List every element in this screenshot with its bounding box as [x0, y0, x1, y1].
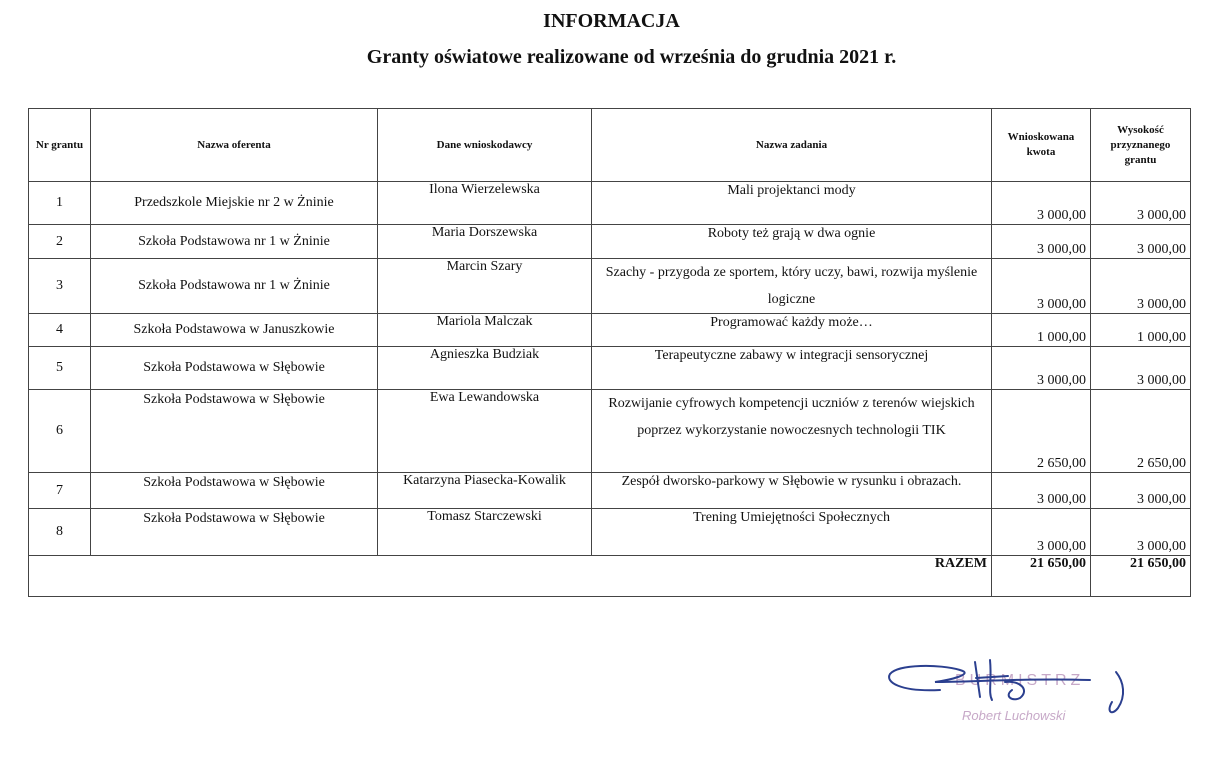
- cell-task: Trening Umiejętności Społecznych: [592, 509, 992, 556]
- cell-org: Szkoła Podstawowa w Słębowie: [91, 509, 378, 556]
- cell-org: Szkoła Podstawowa nr 1 w Żninie: [91, 259, 378, 314]
- cell-requested: 3 000,00: [992, 182, 1091, 225]
- cell-granted: 3 000,00: [1091, 509, 1191, 556]
- cell-applicant: Agnieszka Budziak: [378, 347, 592, 390]
- table-row: [29, 259, 1191, 314]
- signature-icon: [880, 652, 1150, 732]
- cell-task: Terapeutyczne zabawy w integracji sensorycznej: [592, 347, 992, 390]
- table-row: [29, 509, 1191, 556]
- total-row: [29, 556, 1191, 597]
- cell-nr: 7: [29, 473, 91, 509]
- cell-requested: 1 000,00: [992, 314, 1091, 347]
- cell-applicant: Katarzyna Piasecka-Kowalik: [378, 473, 592, 509]
- cell-org: Szkoła Podstawowa w Słębowie: [91, 473, 378, 509]
- cell-granted: 2 650,00: [1091, 390, 1191, 473]
- cell-task: Programować każdy może…: [592, 314, 992, 347]
- cell-nr: 8: [29, 509, 91, 556]
- cell-requested: 3 000,00: [992, 347, 1091, 390]
- cell-applicant: Tomasz Starczewski: [378, 509, 592, 556]
- table-row: [29, 182, 1191, 225]
- table-row: [29, 314, 1191, 347]
- cell-requested: 3 000,00: [992, 473, 1091, 509]
- cell-nr: 6: [29, 390, 91, 473]
- cell-granted: 1 000,00: [1091, 314, 1191, 347]
- document-subtitle: Granty oświatowe realizowane od września do grudnia 2021 r.: [366, 46, 897, 68]
- cell-org: Przedszkole Miejskie nr 2 w Żninie: [91, 182, 378, 225]
- header-applicant: Dane wnioskodawcy: [378, 109, 592, 182]
- cell-org: Szkoła Podstawowa w Słębowie: [91, 390, 378, 473]
- cell-requested: 3 000,00: [992, 225, 1091, 259]
- table-row: [29, 347, 1191, 390]
- cell-task: Rozwijanie cyfrowych kompetencji uczniów z terenów wiejskich poprzez wykorzystanie nowoczesnych technologii TIK: [592, 390, 992, 473]
- total-requested: 21 650,00: [992, 556, 1091, 597]
- cell-nr: 2: [29, 225, 91, 259]
- grants-table: [28, 108, 1191, 597]
- cell-org: Szkoła Podstawowa nr 1 w Żninie: [91, 225, 378, 259]
- cell-granted: 3 000,00: [1091, 347, 1191, 390]
- cell-nr: 4: [29, 314, 91, 347]
- header-nr: Nr grantu: [29, 109, 91, 182]
- cell-requested: 3 000,00: [992, 509, 1091, 556]
- cell-granted: 3 000,00: [1091, 259, 1191, 314]
- cell-org: Szkoła Podstawowa w Januszkowie: [91, 314, 378, 347]
- cell-nr: 5: [29, 347, 91, 390]
- cell-applicant: Ewa Lewandowska: [378, 390, 592, 473]
- header-task: Nazwa zadania: [592, 109, 992, 182]
- cell-applicant: Ilona Wierzelewska: [378, 182, 592, 225]
- cell-nr: 3: [29, 259, 91, 314]
- header-granted: Wysokość przyznanego grantu: [1091, 109, 1191, 182]
- stamp-name: Robert Luchowski: [962, 708, 1066, 723]
- cell-granted: 3 000,00: [1091, 182, 1191, 225]
- cell-nr: 1: [29, 182, 91, 225]
- table-row: [29, 225, 1191, 259]
- cell-applicant: Maria Dorszewska: [378, 225, 592, 259]
- total-granted: 21 650,00: [1091, 556, 1191, 597]
- document-title: INFORMACJA: [543, 10, 680, 32]
- total-label: RAZEM: [29, 556, 992, 597]
- header-org: Nazwa oferenta: [91, 109, 378, 182]
- table-row: [29, 473, 1191, 509]
- cell-requested: 2 650,00: [992, 390, 1091, 473]
- cell-requested: 3 000,00: [992, 259, 1091, 314]
- header-requested: Wnioskowana kwota: [992, 109, 1091, 182]
- cell-applicant: Marcin Szary: [378, 259, 592, 314]
- cell-task: Roboty też grają w dwa ognie: [592, 225, 992, 259]
- cell-granted: 3 000,00: [1091, 473, 1191, 509]
- cell-task: Zespół dworsko-parkowy w Słębowie w rysunku i obrazach.: [592, 473, 992, 509]
- stamp-title: BURMISTRZ: [955, 672, 1085, 689]
- cell-granted: 3 000,00: [1091, 225, 1191, 259]
- cell-org: Szkoła Podstawowa w Słębowie: [91, 347, 378, 390]
- table-row: [29, 390, 1191, 473]
- cell-task: Szachy - przygoda ze sportem, który uczy, bawi, rozwija myślenie logiczne: [592, 259, 992, 314]
- cell-applicant: Mariola Malczak: [378, 314, 592, 347]
- table-header-row: [29, 109, 1191, 182]
- cell-task: Mali projektanci mody: [592, 182, 992, 225]
